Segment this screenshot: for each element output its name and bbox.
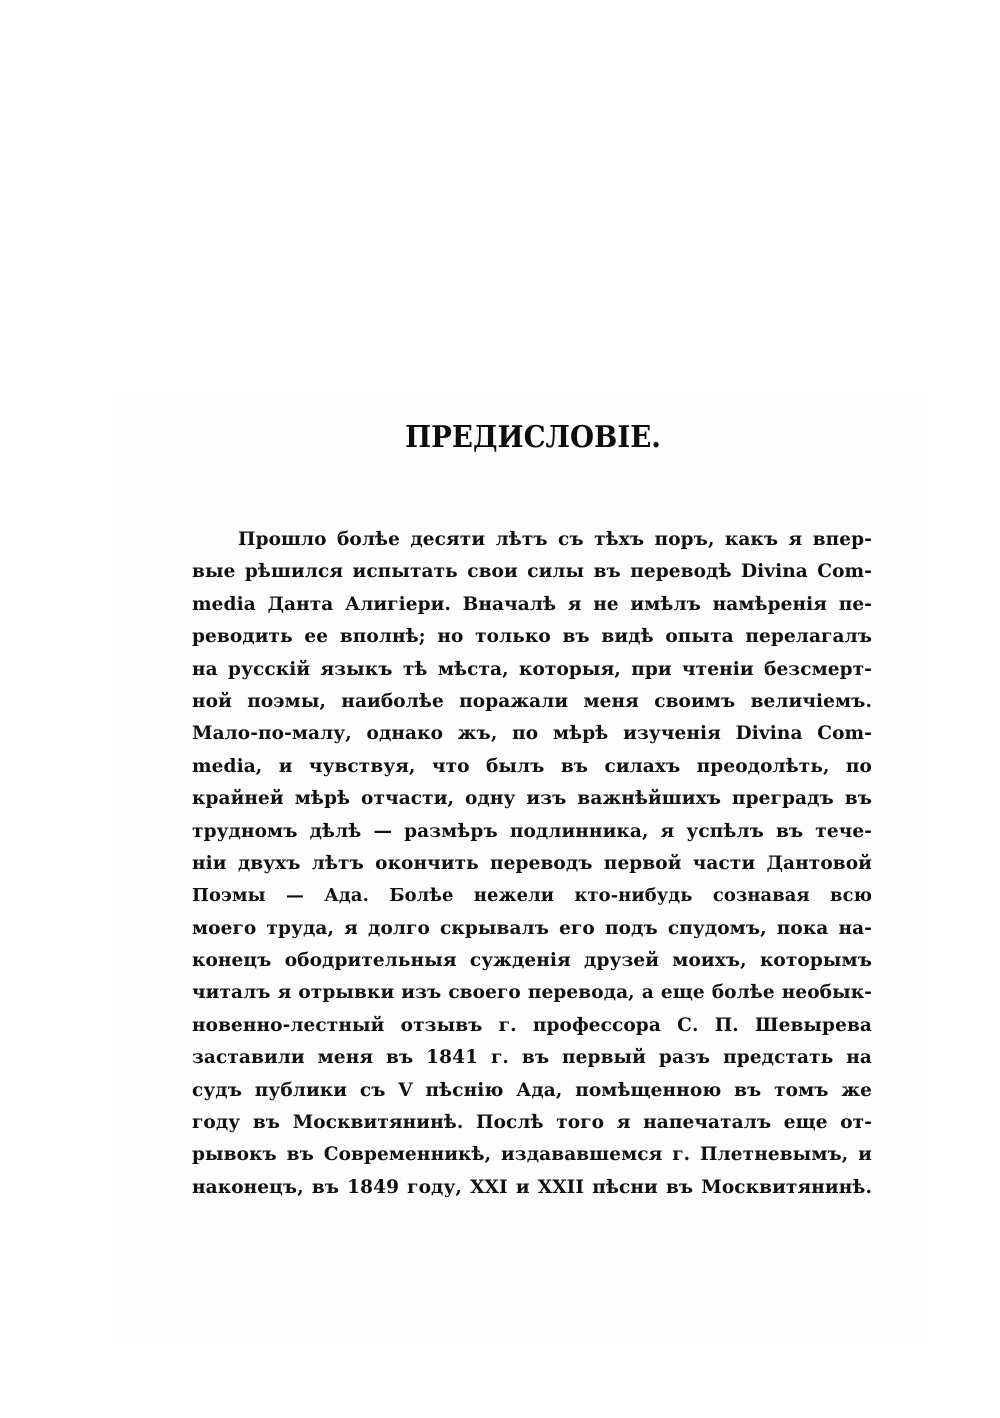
text-line: трудномъ дѣлѣ — размѣръ подлинника, я успѣлъ въ тече-	[192, 820, 872, 842]
text-line: моего труда, я долго скрывалъ его подъ спудомъ, пока на-	[192, 917, 872, 939]
text-line: судъ публики съ V пѣснiю Ада, помѣщенною въ томъ же	[192, 1079, 872, 1101]
text-line: новенно-лестный отзывъ г. профессора С. П. Шевырева	[192, 1014, 872, 1036]
text-line: году въ Москвитянинѣ. Послѣ того я напечаталъ еще от-	[192, 1112, 872, 1134]
text-line: крайней мѣрѣ отчасти, одну изъ важнѣйшихъ преградъ въ	[192, 788, 872, 810]
text-line: рывокъ въ Современникѣ, издававшемся г. Плетневымъ, и	[192, 1144, 872, 1166]
text-line: вые рѣшился испытать свои силы въ переводѣ Divina Com-	[192, 561, 872, 583]
text-line: Поэмы — Ада. Болѣе нежели кто-нибудь сознавая всю	[192, 885, 872, 907]
text-line: media Данта Алигiери. Вначалѣ я не имѣлъ намѣренiя пе-	[192, 593, 872, 615]
text-line: media, и чувствуя, что былъ въ силахъ преодолѣть, по	[192, 755, 872, 777]
text-line: ной поэмы, наиболѣе поражали меня своимъ величiемъ.	[192, 690, 872, 712]
text-line: заставили меня въ 1841 г. въ первый разъ предстать на	[192, 1047, 872, 1069]
text-line: нiи двухъ лѣтъ окончить переводъ первой части Дантовой	[192, 852, 872, 874]
text-line: реводить ее вполнѣ; но только въ видѣ опыта перелагалъ	[192, 626, 872, 648]
text-line: наконецъ, въ 1849 году, XXI и XXII пѣсни въ Москвитянинѣ.	[192, 1176, 872, 1198]
preface-paragraph	[192, 524, 872, 1204]
text-line: конецъ ободрительныя сужденiя друзей моихъ, которымъ	[192, 950, 872, 972]
text-line: Прошло болѣе десяти лѣтъ съ тѣхъ поръ, какъ я впер-	[238, 529, 872, 550]
text-line: на русскiй языкъ тѣ мѣста, которыя, при чтенiи безсмерт-	[192, 658, 872, 680]
page-title: ПРЕДИСЛОВIЕ.	[405, 420, 661, 455]
text-line: Мало-по-малу, однако жъ, по мѣрѣ изученiя Divina Com-	[192, 723, 872, 745]
text-line: читалъ я отрывки изъ своего перевода, а еще болѣе необык-	[192, 982, 872, 1004]
